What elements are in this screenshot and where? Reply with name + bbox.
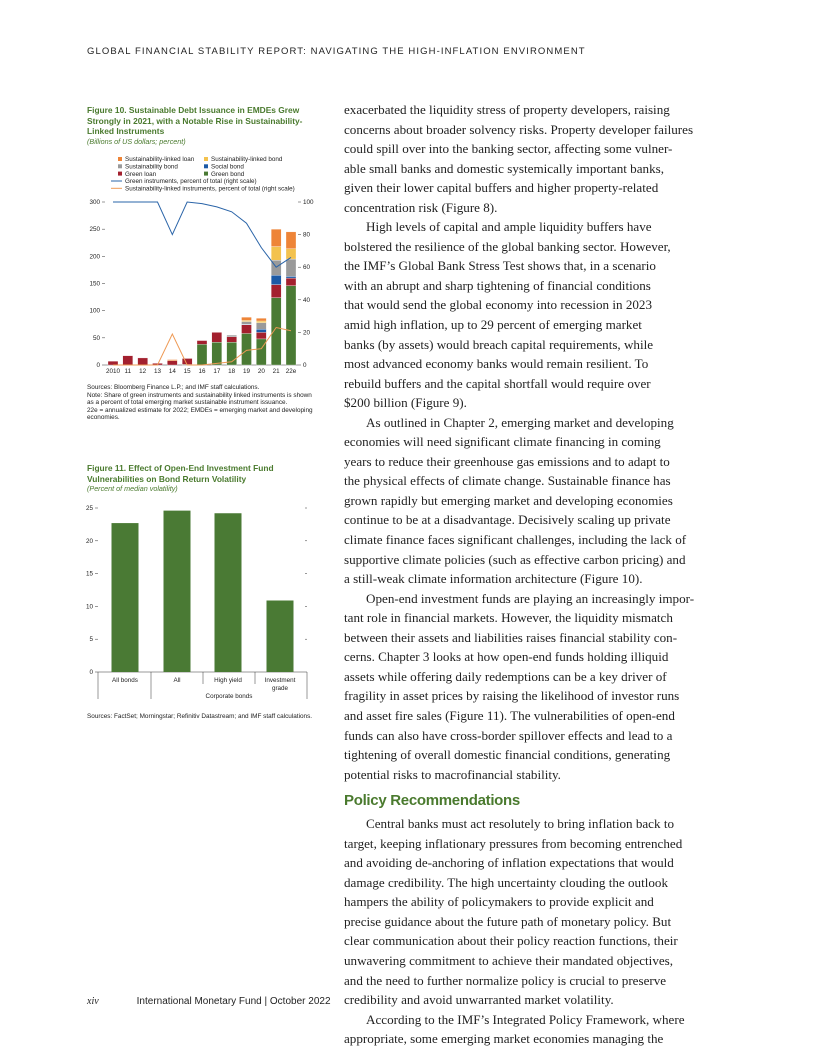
x-tick-label: 13	[153, 368, 162, 375]
text-line: funds can also have cross-border spillover effects and lead to a	[344, 727, 673, 743]
bar-segment-green_loan	[212, 332, 222, 342]
y2-tick-label: 20	[303, 329, 311, 337]
y-tick-label: 15	[85, 570, 93, 578]
text-line: Open-end investment funds are playing an increasingly impor-	[366, 590, 695, 606]
bar-segment-sust_bond	[242, 322, 252, 325]
x-tick-label: 14	[168, 368, 176, 375]
text-line: target, keeping inflationary pressures from becoming entrenched	[344, 835, 683, 851]
text-line: with an abrupt and sharp tightening of financial conditions	[344, 277, 651, 293]
bar-segment-sl_bond	[271, 247, 281, 261]
legend-label-green_bond: Green bond	[211, 170, 245, 178]
bar-segment-green_bond	[197, 344, 207, 365]
bar-segment-green_loan	[256, 332, 266, 339]
y-tick-label: 0	[96, 362, 100, 369]
text-line: supportive climate policies (such as effective carbon pricing) and	[344, 551, 686, 567]
text-line: economies will need significant climate financing in coming	[344, 434, 661, 450]
x-tick-label: 12	[139, 368, 147, 375]
bar-segment-sl_loan	[271, 229, 281, 246]
text-line: hampers the ability of policymakers to provide explicit and	[344, 894, 654, 910]
y-tick-label: 250	[89, 226, 100, 234]
text-line: fragility in asset prices by raising the likelihood of investor runs	[344, 688, 680, 704]
paragraph	[344, 589, 694, 784]
paragraph	[344, 1010, 694, 1049]
text-line: the IMF’s Global Bank Stress Test shows that, in a scenario	[344, 258, 656, 274]
text-line: concerns about broader solvency risks. Property developer failures	[344, 121, 694, 137]
y-tick-label: 0	[89, 669, 93, 676]
bar-segment-green_loan	[167, 361, 177, 365]
text-line: between their assets and liabilities raises financial stability con-	[344, 629, 678, 645]
y2-tick-label: 0	[303, 362, 307, 369]
bar-segment-sust_bond	[256, 323, 266, 330]
bar-0	[112, 523, 139, 672]
bar-segment-sl_bond	[256, 321, 266, 323]
bar-segment-green_loan	[227, 337, 237, 342]
legend-label-sl_loan: Sustainability-linked loan	[125, 156, 195, 164]
y-tick-label: 10	[85, 603, 93, 611]
bar-segment-green_loan	[286, 278, 296, 286]
text-line: tightening of overall domestic financial conditions, generating	[344, 747, 671, 763]
y-tick-label: 20	[85, 537, 93, 545]
bar-segment-social_bond	[256, 329, 266, 332]
y2-tick-label: 80	[303, 231, 311, 239]
y2-tick-label: 100	[303, 199, 314, 206]
text-line: $200 billion (Figure 9).	[344, 395, 467, 411]
text-line: the physical effects of climate change. Sustainable finance has	[344, 473, 671, 489]
bar-segment-green_loan	[123, 356, 133, 365]
text-line: damage credibility. The high uncertainty clouding the outlook	[344, 874, 668, 890]
running-header: GLOBAL FINANCIAL STABILITY REPORT: NAVIGATING THE HIGH-INFLATION ENVIRONMENT	[87, 46, 586, 57]
text-line: able small banks and domestic systemically important banks,	[344, 160, 665, 176]
legend-swatch-social_bond	[204, 164, 208, 168]
x-tick-label: 20	[257, 368, 265, 375]
text-line: concentration risk (Figure 8).	[344, 199, 498, 215]
bar-segment-sl_bond	[242, 320, 252, 321]
bar-3	[267, 600, 294, 672]
bar-segment-green_bond	[212, 342, 222, 365]
bar-segment-green_bond	[242, 333, 252, 365]
paragraph	[344, 217, 694, 412]
x-tick-label: 17	[213, 368, 221, 375]
bar-segment-green_loan	[182, 358, 192, 364]
bar-segment-green_bond	[286, 286, 296, 365]
x-tick-label: 16	[198, 368, 206, 375]
y-tick-label: 100	[89, 307, 100, 315]
line-green_line	[113, 202, 291, 267]
legend-swatch-green_bond	[204, 172, 208, 176]
legend-swatch-sl_loan	[118, 157, 122, 161]
text-line: grown rapidly but emerging market and developing economies	[344, 492, 673, 508]
text-line: tant role in financial markets. However, the liquidity mismatch	[344, 610, 673, 626]
legend-label-green_line: Green instruments, percent of total (right scale)	[125, 178, 257, 186]
y-tick-label: 25	[85, 505, 93, 512]
bar-2	[215, 513, 242, 672]
text-line: rebuild buffers and the capital shortfall would require over	[344, 375, 651, 391]
text-line: years to reduce their greenhouse gas emissions and to adapt to	[344, 453, 670, 469]
legend-swatch-green_loan	[118, 172, 122, 176]
text-line: bolstered the resilience of the global banking sector. However,	[344, 238, 671, 254]
legend-label-sust_bond: Sustainability bond	[125, 163, 178, 171]
text-line: a still-weak climate information architecture (Figure 10).	[344, 571, 643, 587]
paragraph	[344, 413, 694, 589]
x-tick-label: 22e	[285, 368, 297, 375]
text-line: given their lower capital buffers and higher property-related	[344, 180, 659, 196]
figure11-title: Figure 11. Effect of Open-End Investment Fund Vulnerabilities on Bond Return Volatility (Percent of median volatility)	[87, 463, 274, 493]
bar-segment-sust_bond	[227, 335, 237, 337]
x-tick-label: 21	[272, 368, 280, 375]
x-tick-label: All bonds	[112, 677, 138, 684]
y-tick-label: 300	[89, 199, 100, 206]
bar-segment-green_loan	[108, 361, 118, 365]
paragraph	[344, 100, 694, 217]
legend-label-green_loan: Green loan	[125, 170, 157, 178]
text-line: and asset fire sales (Figure 11). The vulnerabilities of open-end	[344, 707, 675, 723]
text-line: According to the IMF’s Integrated Policy Framework, where	[366, 1011, 685, 1027]
bar-1	[164, 511, 191, 672]
bar-segment-green_loan	[271, 285, 281, 298]
bar-segment-sust_bond	[286, 259, 296, 276]
x-tick-label: 15	[183, 368, 191, 375]
text-line: amid high inflation, up to 29 percent of emerging market	[344, 317, 642, 333]
figure11-sources: Sources: FactSet; Morningstar; Refinitiv Datastream; and IMF staff calculations.	[87, 713, 313, 720]
text-line: potential risks to macrofinancial stability.	[344, 766, 561, 782]
bar-segment-sl_loan	[286, 232, 296, 249]
y-tick-label: 50	[92, 334, 100, 342]
text-line: appropriate, some emerging market economies managing the	[344, 1031, 664, 1047]
group-label: Corporate bonds	[205, 693, 253, 700]
y2-tick-label: 60	[303, 264, 311, 272]
x-tick-label: 2010	[105, 368, 121, 375]
text-line: continue to be at a disadvantage. Decisively scaling up private	[344, 512, 671, 528]
text-line: that would send the global economy into recession in 2023	[344, 297, 653, 313]
bar-segment-sl_loan	[242, 317, 252, 320]
x-tick-label: High yield	[214, 677, 242, 684]
y-tick-label: 150	[89, 280, 100, 288]
text-line: most advanced economy banks would remain resilient. To	[344, 356, 649, 372]
page-number: xiv	[87, 996, 99, 1007]
x-tick-label: grade	[271, 685, 289, 692]
text-line: banks (by assets) would breach capital requirements, while	[344, 336, 654, 352]
text-line: precise guidance about the future path of monetary policy. But	[344, 913, 672, 929]
bar-segment-green_loan	[242, 325, 252, 334]
bar-segment-sl_loan	[256, 318, 266, 321]
figure10-sources: Sources: Bloomberg Finance L.P.; and IMF staff calculations.	[87, 384, 260, 391]
text-line: High levels of capital and ample liquidity buffers have	[366, 219, 652, 235]
y-tick-label: 5	[89, 636, 93, 644]
paragraph	[344, 814, 694, 1009]
text-line: As outlined in Chapter 2, emerging market and developing	[366, 414, 674, 430]
x-tick-label: All	[173, 677, 181, 684]
figure10-title: Figure 10. Sustainable Debt Issuance in EMDEs Grew Strongly in 2021, with a Notable Rise in Sustainability-Linked Instruments (Billions of US dollars; percent)	[87, 105, 303, 146]
bar-segment-green_loan	[197, 341, 207, 345]
text-line: exacerbated the liquidity stress of property developers, raising	[344, 102, 670, 117]
x-tick-label: 11	[124, 368, 132, 375]
text-line: and avoiding de-anchoring of inflation expectations that would	[344, 855, 674, 871]
page-footer: xiv International Monetary Fund | October 2022	[87, 996, 331, 1007]
text-line: could spill over into the banking sector, affecting some vulner-	[344, 141, 673, 157]
y-tick-label: 200	[89, 253, 100, 261]
text-line: climate finance faces significant challenges, including the lack of	[344, 532, 687, 548]
text-line: unwavering commitment to achieve their mandated objectives,	[344, 952, 674, 968]
y2-tick-label: 40	[303, 296, 311, 304]
figure10-notes: Sources: Bloomberg Finance L.P.; and IMF staff calculations. Note: Share of green instruments and sustainability linked instruments is shown as a percent of total emerging market sustainable instrument issuance. 22e = annualized estimate for 2022; EMDEs = emerging market and developing economies.	[87, 384, 327, 422]
bar-segment-green_loan	[138, 358, 148, 365]
legend-label-social_bond: Social bond	[211, 163, 244, 171]
legend-label-sl_line: Sustainability-linked instruments, percent of total (right scale)	[125, 185, 295, 193]
text-line: clear communication about their policy reaction functions, their	[344, 933, 678, 949]
body-text-column	[344, 100, 694, 1049]
section-heading: Policy Recommendations	[344, 792, 520, 810]
bar-segment-social_bond	[271, 275, 281, 284]
text-line: credibility and avoid unwarranted market volatility.	[344, 992, 614, 1008]
x-tick-label: 19	[242, 368, 251, 375]
text-line: Central banks must act resolutely to bring inflation back to	[366, 816, 674, 832]
text-line: cerns. Chapter 3 looks at how open-end funds holding illiquid	[344, 649, 669, 665]
legend-swatch-sl_bond	[204, 157, 208, 161]
text-line: and the need to further normalize policy is crucial to preserve	[344, 972, 667, 988]
legend-swatch-sust_bond	[118, 164, 122, 168]
bar-segment-green_bond	[271, 298, 281, 365]
text-line: assets while offering daily redemptions can be a key driver of	[344, 668, 667, 684]
bar-segment-sl_loan	[167, 360, 177, 361]
legend-label-sl_bond: Sustainability-linked bond	[211, 156, 283, 164]
x-tick-label: Investment	[264, 677, 296, 684]
x-tick-label: 18	[228, 368, 236, 375]
bar-segment-social_bond	[286, 276, 296, 278]
